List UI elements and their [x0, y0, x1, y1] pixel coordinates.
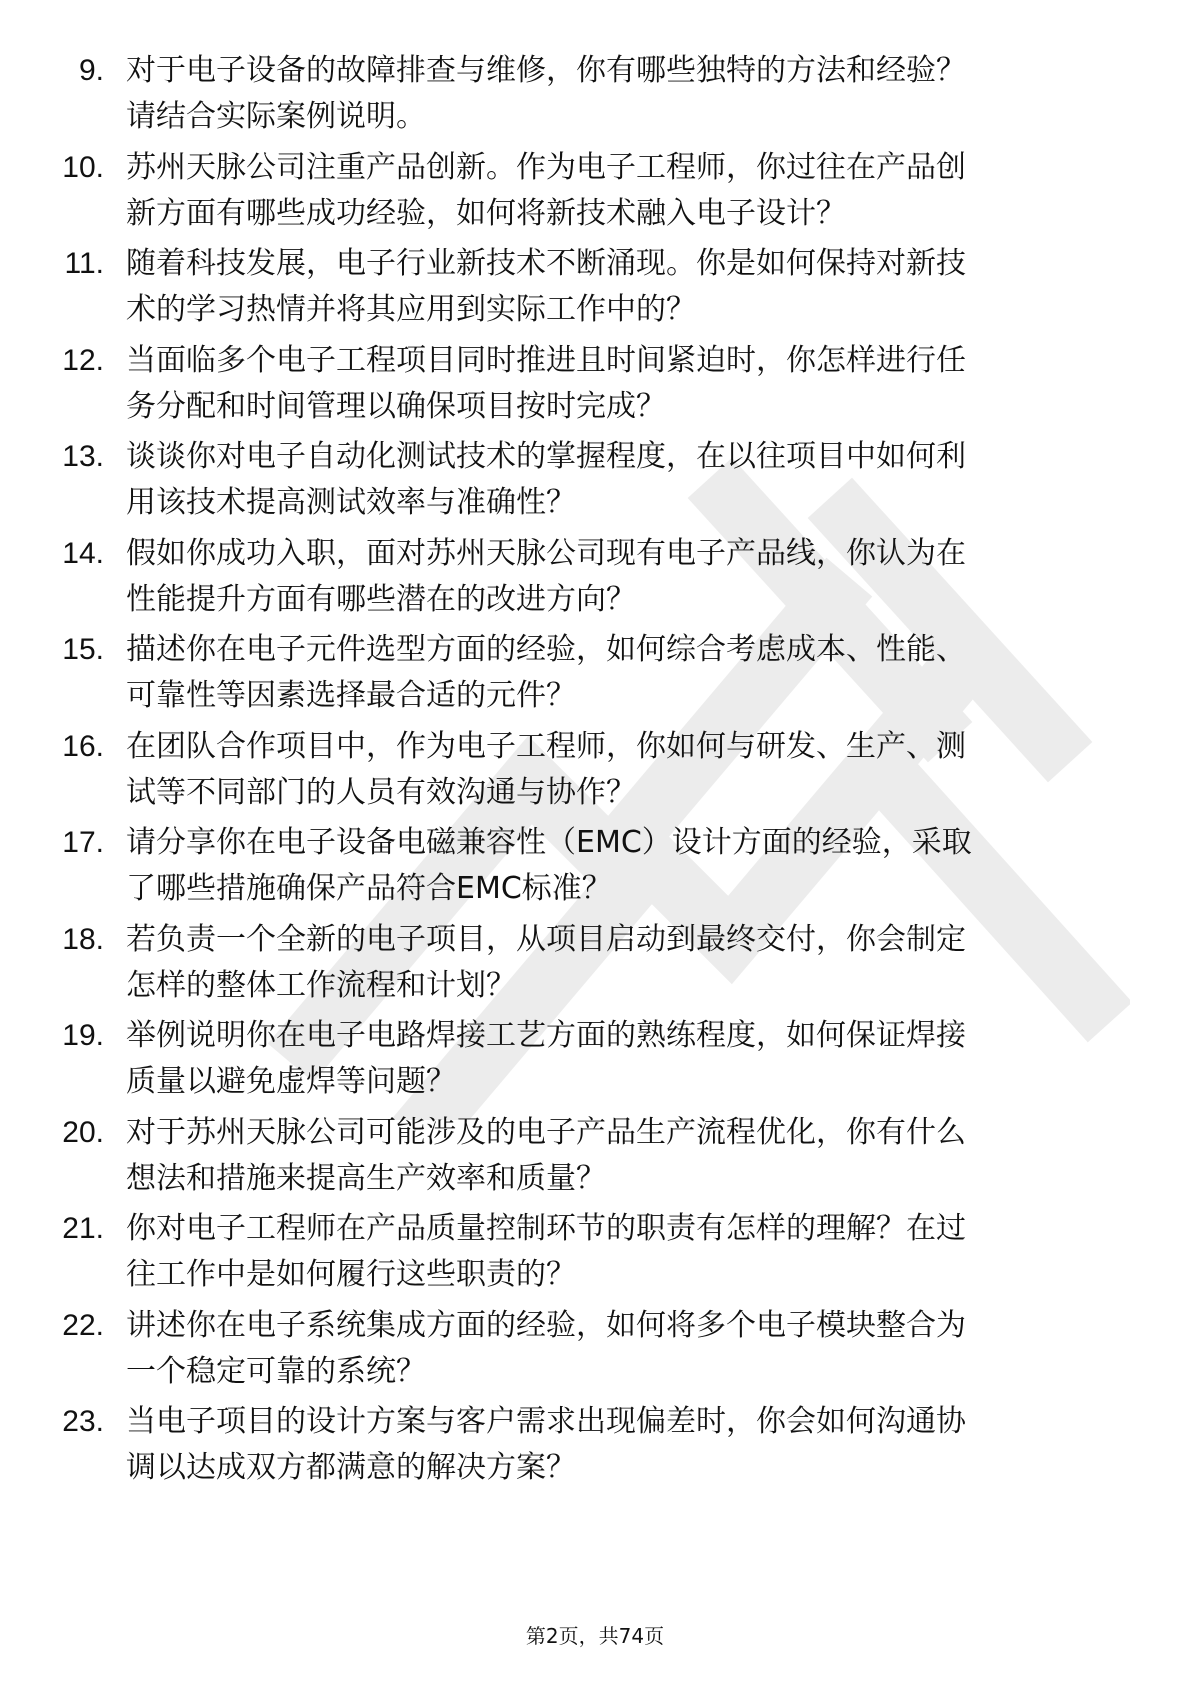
list-item — [0, 1013, 1190, 1110]
list-item — [0, 145, 1190, 242]
question-line: 描述你在电子元件选型方面的经验，如何综合考虑成本、性能、 — [126, 632, 966, 667]
question-line: 用该技术提高测试效率与准确性？ — [126, 485, 576, 520]
question-line: 性能提升方面有哪些潜在的改进方向？ — [126, 581, 636, 617]
question-number: 17. — [62, 826, 104, 859]
list-item — [0, 338, 1190, 435]
question-line: 苏州天脉公司注重产品创新。作为电子工程师，你过往在产品创 — [126, 149, 966, 185]
question-line: 往工作中是如何履行这些职责的？ — [126, 1257, 576, 1292]
question-line: 对于苏州天脉公司可能涉及的电子产品生产流程优化，你有什么 — [126, 1114, 966, 1150]
list-item — [0, 820, 1190, 917]
question-number: 9. — [78, 54, 104, 87]
list-item — [0, 1399, 1190, 1496]
question-line: 讲述你在电子系统集成方面的经验，如何将多个电子模块整合为 — [126, 1307, 966, 1343]
question-number: 10. — [62, 150, 104, 184]
question-line: 在团队合作项目中，作为电子工程师，你如何与研发、生产、测 — [126, 728, 966, 764]
question-line: 一个稳定可靠的系统？ — [126, 1353, 426, 1389]
question-text — [126, 1110, 1126, 1202]
page-number-footer: 第2页，共74页 — [525, 1624, 665, 1648]
question-line: 了哪些措施确保产品符合EMC标准？ — [126, 871, 612, 906]
list-item — [0, 917, 1190, 1014]
question-text — [126, 627, 1126, 719]
question-line: 怎样的整体工作流程和计划？ — [126, 967, 516, 1003]
list-item — [0, 1206, 1190, 1303]
question-line: 当面临多个电子工程项目同时推进且时间紧迫时，你怎样进行任 — [126, 342, 966, 378]
question-number: 15. — [62, 633, 104, 666]
list-item — [0, 241, 1190, 338]
question-line: 请分享你在电子设备电磁兼容性（EMC）设计方面的经验，采取 — [126, 825, 972, 860]
question-line: 当电子项目的设计方案与客户需求出现偏差时，你会如何沟通协 — [126, 1404, 966, 1439]
list-item — [0, 627, 1190, 724]
question-line: 请结合实际案例说明。 — [126, 99, 426, 134]
question-text — [126, 434, 1126, 526]
question-text — [126, 338, 1126, 430]
question-line: 术的学习热情并将其应用到实际工作中的？ — [126, 292, 696, 327]
question-line: 谈谈你对电子自动化测试技术的掌握程度，在以往项目中如何利 — [126, 439, 966, 474]
question-number: 13. — [62, 440, 104, 473]
question-line: 你对电子工程师在产品质量控制环节的职责有怎样的理解？在过 — [126, 1211, 966, 1246]
question-number: 14. — [62, 536, 104, 570]
question-number: 11. — [64, 247, 104, 280]
question-line: 质量以避免虚焊等问题？ — [126, 1064, 456, 1099]
question-text — [126, 724, 1126, 816]
question-text — [126, 917, 1126, 1009]
question-number: 23. — [62, 1405, 104, 1438]
question-number: 12. — [62, 343, 104, 377]
question-number: 22. — [62, 1308, 104, 1342]
question-number: 20. — [62, 1115, 104, 1149]
question-line: 随着科技发展，电子行业新技术不断涌现。你是如何保持对新技 — [126, 246, 966, 281]
list-item — [0, 1110, 1190, 1207]
question-line: 务分配和时间管理以确保项目按时完成？ — [126, 388, 666, 424]
question-number: 18. — [62, 922, 104, 956]
question-text — [126, 1303, 1126, 1395]
question-line: 试等不同部门的人员有效沟通与协作？ — [126, 774, 636, 810]
question-line: 可靠性等因素选择最合适的元件？ — [126, 678, 576, 713]
question-text — [126, 48, 1126, 140]
question-text — [126, 145, 1126, 237]
list-item — [0, 724, 1190, 821]
list-item — [0, 434, 1190, 531]
question-text — [126, 1013, 1126, 1105]
question-line: 想法和措施来提高生产效率和质量？ — [126, 1160, 606, 1196]
question-text — [126, 1206, 1126, 1298]
question-line: 新方面有哪些成功经验，如何将新技术融入电子设计？ — [126, 195, 846, 231]
question-number: 19. — [62, 1019, 104, 1052]
question-line: 假如你成功入职，面对苏州天脉公司现有电子产品线，你认为在 — [126, 535, 966, 571]
list-item — [0, 48, 1190, 145]
list-item — [0, 531, 1190, 628]
question-line: 若负责一个全新的电子项目，从项目启动到最终交付，你会制定 — [126, 921, 966, 957]
question-line: 举例说明你在电子电路焊接工艺方面的熟练程度，如何保证焊接 — [126, 1018, 966, 1053]
question-text — [126, 531, 1126, 623]
list-item — [0, 1303, 1190, 1400]
question-text — [126, 1399, 1126, 1491]
question-text — [126, 820, 1126, 912]
question-number: 16. — [62, 729, 104, 763]
question-list — [0, 48, 1190, 1496]
question-number: 21. — [62, 1212, 104, 1245]
question-text — [126, 241, 1126, 333]
question-line: 调以达成双方都满意的解决方案？ — [126, 1450, 576, 1485]
question-line: 对于电子设备的故障排查与维修，你有哪些独特的方法和经验？ — [126, 53, 966, 88]
